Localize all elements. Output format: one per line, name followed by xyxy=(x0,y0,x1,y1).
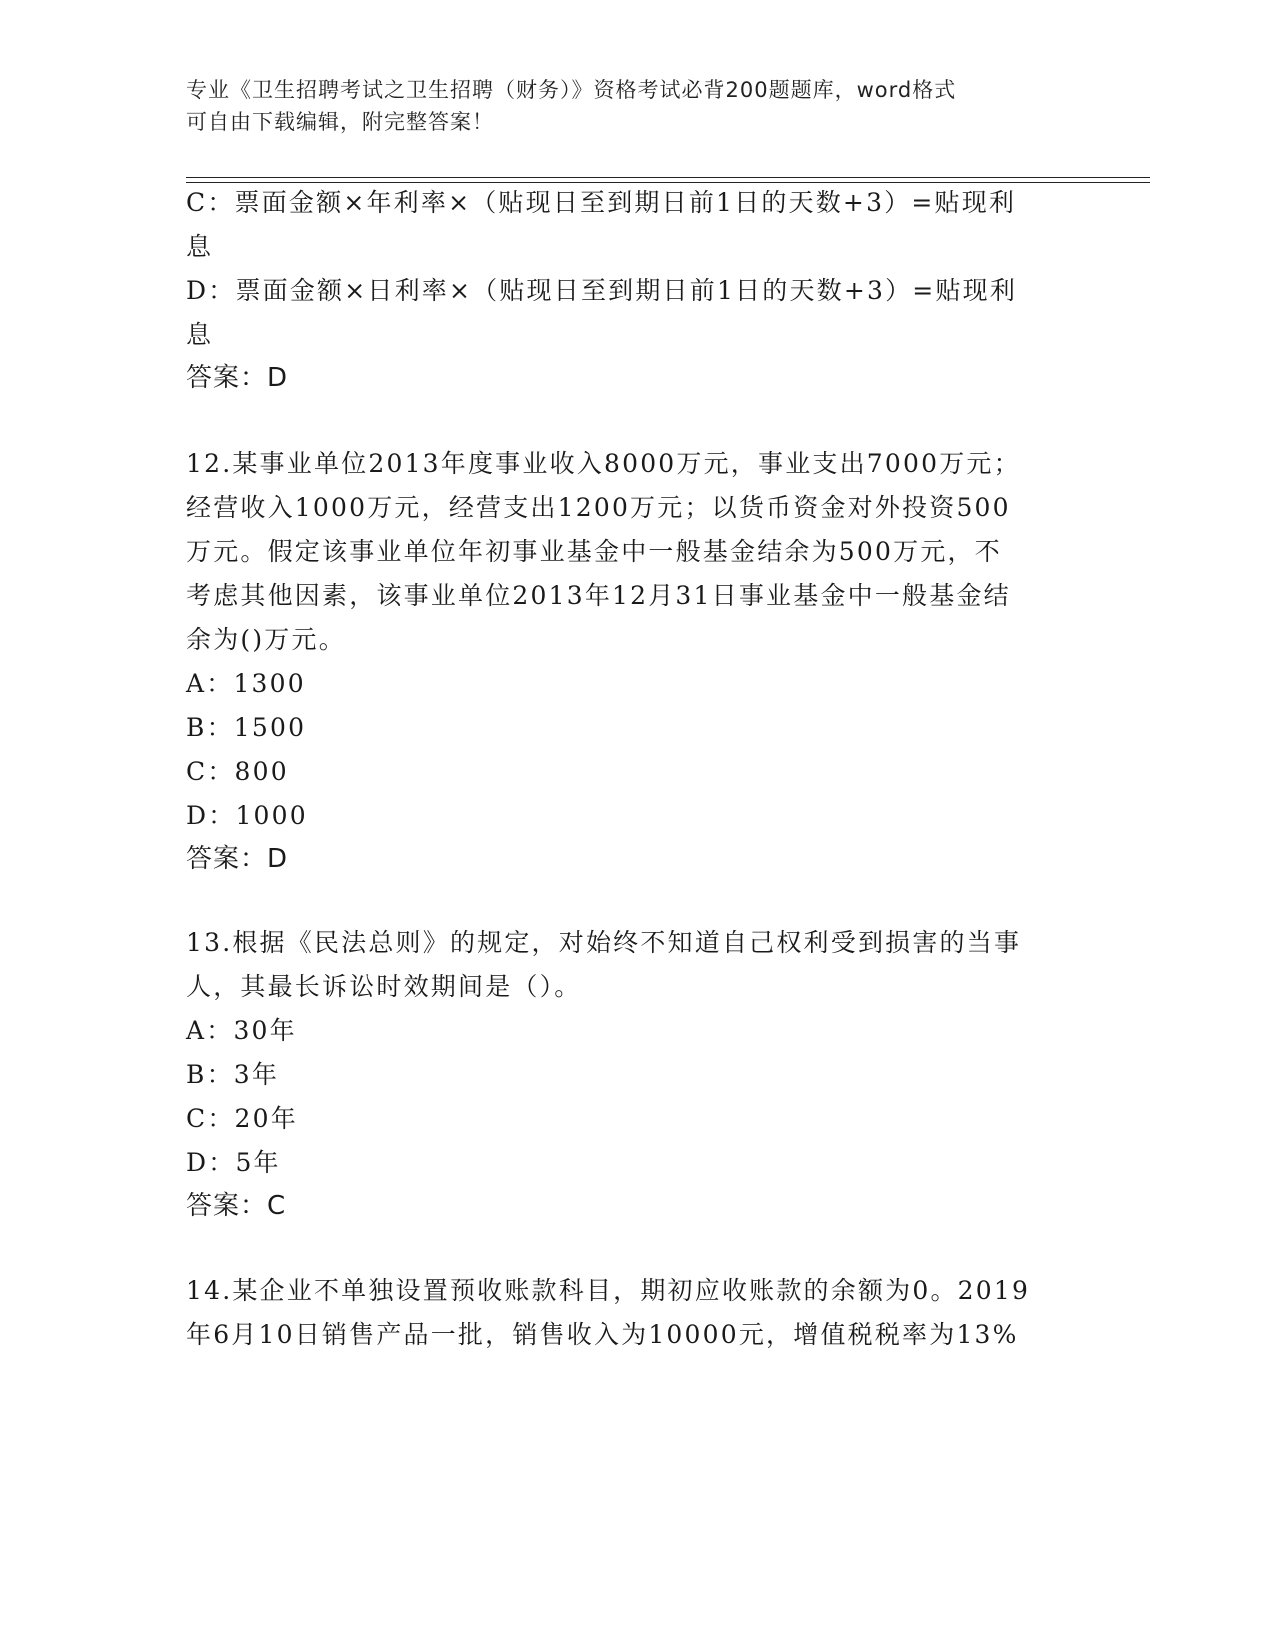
header-divider-top xyxy=(186,177,1150,178)
question-13-option-a: A：30年 xyxy=(186,1016,297,1045)
question-13-option-c: C：20年 xyxy=(186,1104,298,1133)
question-12-option-a: A：1300 xyxy=(186,669,306,698)
question-13-line-2: 人，其最长诉讼时效期间是（）。 xyxy=(186,972,582,1001)
header-line-2: 可自由下载编辑，附完整答案！ xyxy=(186,110,494,134)
answer-13: 答案：C xyxy=(186,1191,287,1221)
question-12-line-3: 万元。假定该事业单位年初事业基金中一般基金结余为500万元，不 xyxy=(186,537,1002,566)
answer-11: 答案：D xyxy=(186,363,289,393)
document-header xyxy=(186,74,1066,138)
header-line-1: 专业《卫生招聘考试之卫生招聘（财务）》资格考试必背200题题库，word格式 xyxy=(186,78,957,102)
question-12-line-4: 考虑其他因素，该事业单位2013年12月31日事业基金中一般基金结 xyxy=(186,581,1011,610)
option-c-line-2: 息 xyxy=(186,232,214,261)
question-12-line-2: 经营收入1000万元，经营支出1200万元；以货币资金对外投资500 xyxy=(186,493,1011,522)
question-14-line-1: 14.某企业不单独设置预收账款科目，期初应收账款的余额为0。2019 xyxy=(186,1276,1031,1305)
question-12-option-d: D：1000 xyxy=(186,801,308,830)
option-d-line-1: D：票面金额×日利率×（贴现日至到期日前1日的天数+3）=贴现利 xyxy=(186,276,1018,305)
question-13-option-b: B：3年 xyxy=(186,1060,280,1089)
question-12-line-5: 余为()万元。 xyxy=(186,625,346,654)
option-d-line-2: 息 xyxy=(186,320,214,349)
answer-12: 答案：D xyxy=(186,844,289,874)
question-14-line-2: 年6月10日销售产品一批，销售收入为10000元，增值税税率为13% xyxy=(186,1320,1019,1349)
question-12-option-b: B：1500 xyxy=(186,713,307,742)
option-c-line-1: C：票面金额×年利率×（贴现日至到期日前1日的天数+3）=贴现利 xyxy=(186,188,1017,217)
question-12-option-c: C：800 xyxy=(186,757,289,786)
question-12-line-1: 12.某事业单位2013年度事业收入8000万元，事业支出7000万元； xyxy=(186,449,1021,478)
question-13-line-1: 13.根据《民法总则》的规定，对始终不知道自己权利受到损害的当事 xyxy=(186,928,1022,957)
question-13-option-d: D：5年 xyxy=(186,1148,281,1177)
